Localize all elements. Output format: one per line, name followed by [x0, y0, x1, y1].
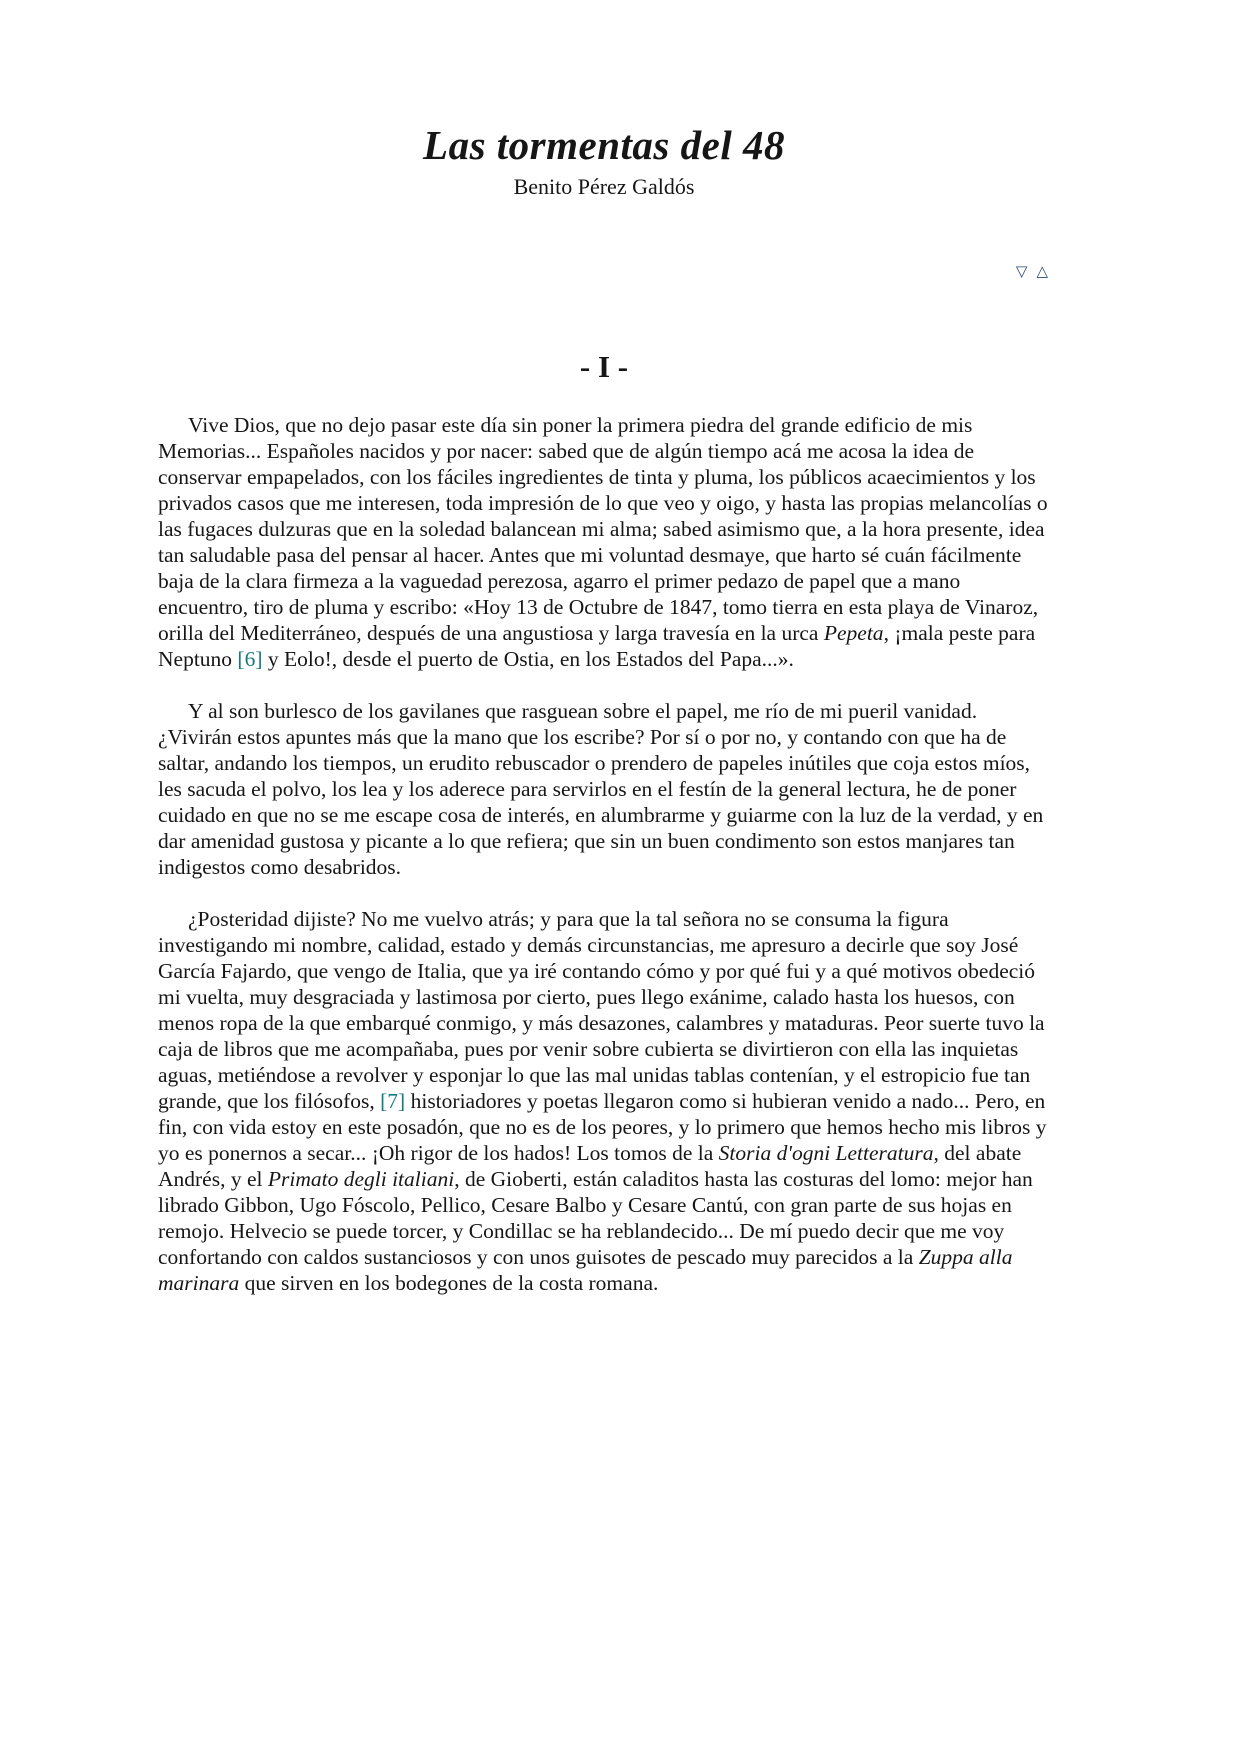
- triangle-down-icon: ▽: [1015, 262, 1028, 281]
- text-run: y Eolo!, desde el puerto de Ostia, en los Estados del Papa...».: [262, 647, 794, 672]
- text-run: , de Gioberti, están caladitos hasta las costuras del lomo: mejor han librado Gibbon, Ugo Fóscolo, Pellico, Cesare Balbo y Cesare Cantú, con gran parte de sus hojas en remojo. Helvecio se puede torcer, y Condillac se ha reblandecido... De mí puedo decir que me voy confortando con caldos sustanciosos y con unos guisotes de pescado muy parecidos a la: [158, 1167, 1033, 1270]
- text-run: Y al son burlesco de los gavilanes que rasguean sobre el papel, me río de mi pueril vanidad. ¿Vivirán estos apuntes más que la mano que los escribe? Por sí o por no, y contando con que ha de saltar, andando los tiempos, un erudito rebuscador o prendero de papeles inútiles que coja estos míos, les sacuda el polvo, los lea y los aderece para servirlos en el festín de la general lectura, he de poner cuidado en que no se me escape cosa de interés, en alumbrarme y guiarme con la luz de la verdad, y en dar amenidad gustosa y picante a lo que refiera; que sin un buen condimento son estos manjares tan indigestos como desabridos.: [158, 699, 1044, 880]
- nav-down-link[interactable]: [1016, 260, 1028, 282]
- text-run: historiadores y poetas llegaron como si hubieran venido a nado... Pero, en fin, con vida estoy en este posadón, que no es de los peores, y lo primero que hemos hecho mis libros y yo es ponernos a secar... ¡Oh rigor de los hados! Los tomos de la: [158, 1089, 1047, 1166]
- book-title: Las tormentas del 48: [423, 122, 785, 168]
- italic-text: Primato degli italiani: [267, 1167, 455, 1192]
- author-name: Benito Pérez Galdós: [513, 174, 695, 200]
- text-run: , ¡mala peste para Neptuno: [158, 621, 1036, 672]
- text-run: Vive Dios, que no dejo pasar este día sin poner la primera piedra del grande edificio de mis Memorias... Españoles nacidos y por nacer: sabed que de algún tiempo acá me acosa la idea de conservar empapelados, con los fáciles ingredientes de tinta y pluma, los públicos acaecimientos y los privados casos que me interesen, toda impresión de lo que veo y oigo, y hasta las propias melancolías o las fugaces dulzuras que en la soledad balancean mi alma; sabed asimismo que, a la hora presente, idea tan saludable pasa del pensar al hacer. Antes que mi voluntad desmaye, que harto sé cuán fácilmente baja de la clara firmeza a la vaguedad perezosa, agarro el primer pedazo de papel que a mano encuentro, tiro de pluma y escribo: «Hoy 13 de Octubre de 1847, tomo tierra en esta playa de Vinaroz, orilla del Mediterráneo, después de una angustiosa y larga travesía en la urca: [158, 413, 1048, 646]
- triangle-up-icon: △: [1036, 262, 1048, 281]
- text-run: , del abate Andrés, y el: [158, 1141, 1022, 1192]
- chapter-text: [158, 412, 1050, 1296]
- section-nav: [158, 260, 1050, 282]
- italic-text: Storia d'ogni Letteratura: [718, 1141, 934, 1166]
- footnote-link[interactable]: [6]: [237, 647, 263, 672]
- chapter-heading: - I -: [579, 349, 629, 385]
- paragraph: [158, 906, 1050, 1296]
- italic-text: Pepeta: [823, 621, 884, 646]
- text-run: ¿Posteridad dijiste? No me vuelvo atrás; y para que la tal señora no se consuma la figura investigando mi nombre, calidad, estado y demás circunstancias, me apresuro a decirle que soy José García Fajardo, que vengo de Italia, que ya iré contando cómo y por qué fui y a qué motivos obedeció mi vuelta, muy desgraciada y lastimosa por cierto, pues llego exánime, calado hasta los huesos, con menos ropa de la que embarqué conmigo, y más desazones, calambres y mataduras. Peor suerte tuvo la caja de libros que me acompañaba, pues por venir sobre cubierta se divirtieron con ella las inquietas aguas, metiéndose a revolver y esponjar lo que las mal unidas tablas contenían, y el estropicio fue tan grande, que los filósofos,: [158, 907, 1045, 1114]
- paragraph: [158, 412, 1050, 672]
- nav-up-link[interactable]: [1036, 260, 1048, 282]
- paragraph: [158, 698, 1050, 880]
- text-run: que sirven en los bodegones de la costa romana.: [239, 1271, 659, 1296]
- footnote-link[interactable]: [7]: [380, 1089, 406, 1114]
- italic-text: Zuppa alla marinara: [158, 1245, 1013, 1296]
- document-page: [158, 0, 1050, 1296]
